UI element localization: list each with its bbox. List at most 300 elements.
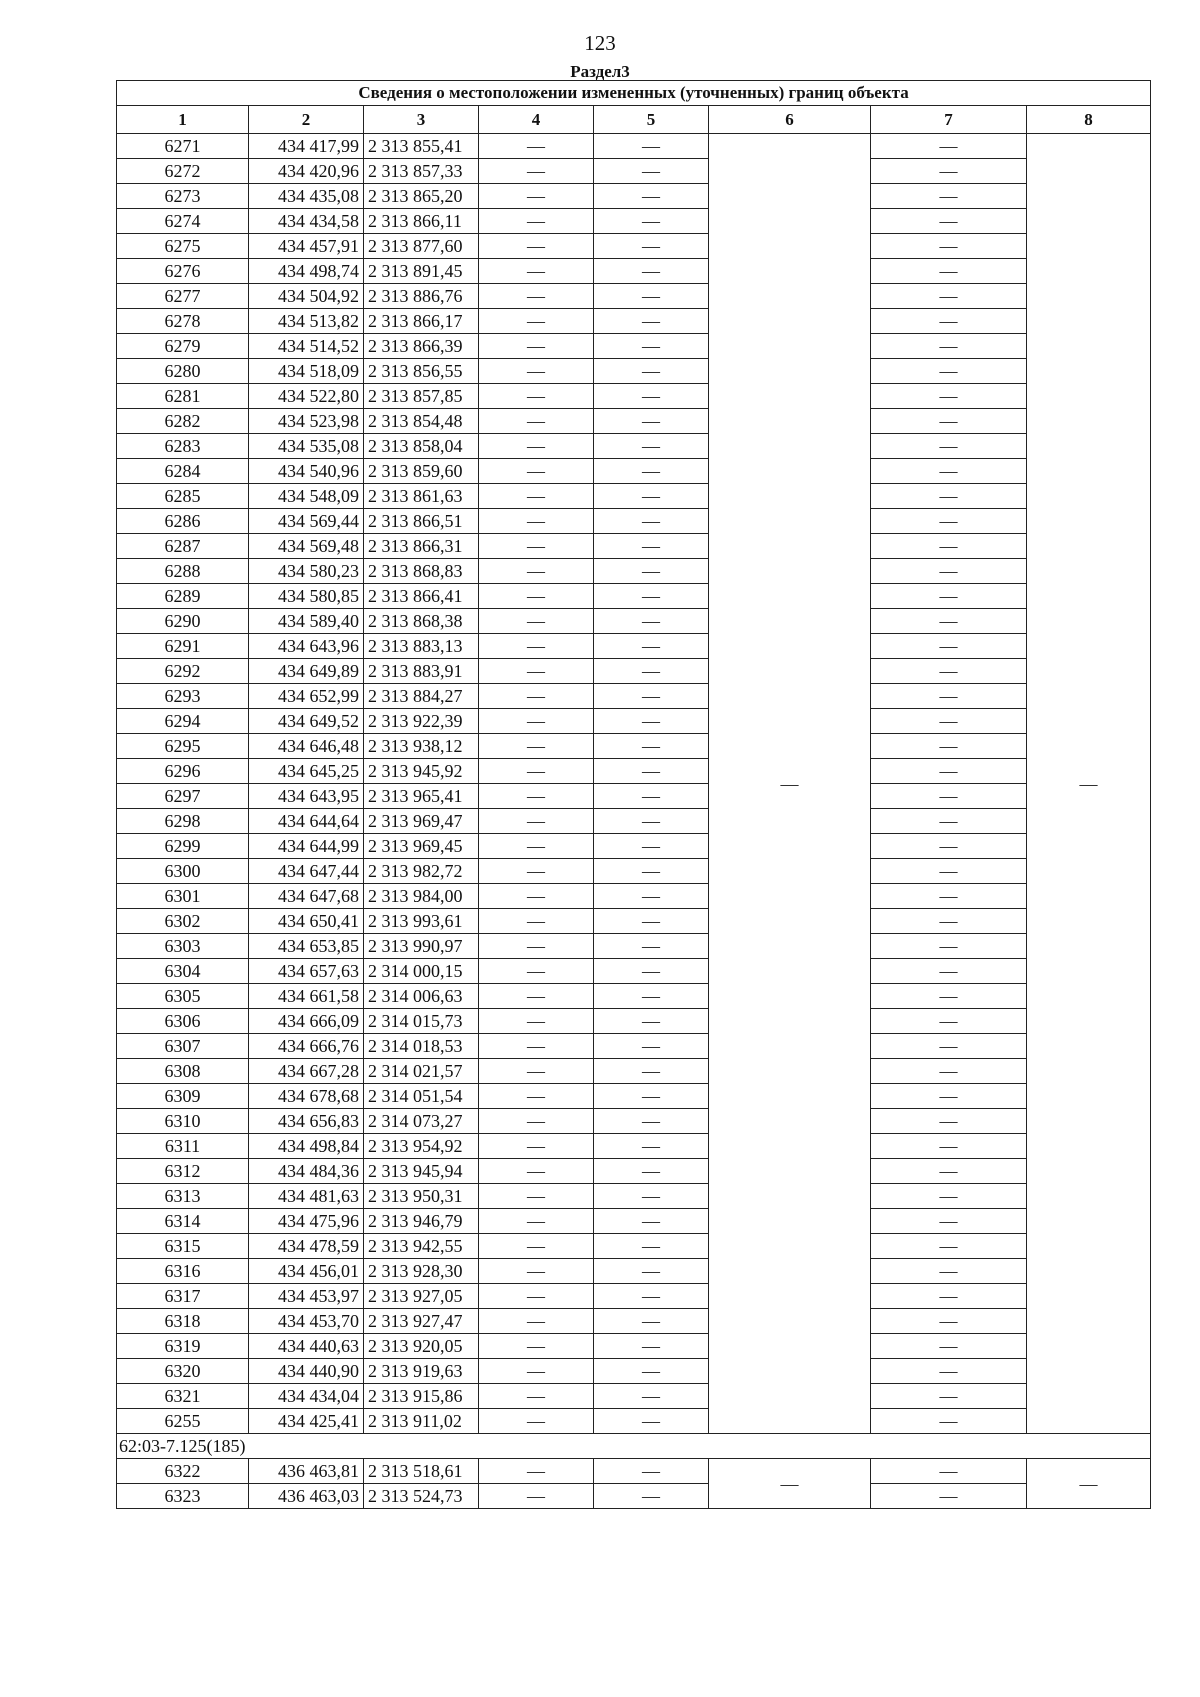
point-number: 6302 (117, 909, 249, 934)
table-row (117, 1209, 1151, 1234)
dash-cell: — (594, 484, 709, 509)
point-number: 6283 (117, 434, 249, 459)
dash-cell: — (594, 1209, 709, 1234)
dash-cell: — (871, 1134, 1027, 1159)
dash-cell: — (594, 659, 709, 684)
point-number: 6255 (117, 1409, 249, 1434)
dash-cell: — (594, 759, 709, 784)
x-coordinate: 434 580,23 (249, 559, 364, 584)
table-row (117, 284, 1151, 309)
point-number: 6298 (117, 809, 249, 834)
dash-cell: — (871, 1159, 1027, 1184)
group-label: 62:03-7.125(185) (117, 1434, 1151, 1459)
table-row (117, 184, 1151, 209)
point-number: 6323 (117, 1484, 249, 1509)
x-coordinate: 434 417,99 (249, 134, 364, 159)
point-number: 6300 (117, 859, 249, 884)
dash-cell: — (479, 884, 594, 909)
table-row (117, 884, 1151, 909)
dash-cell: — (594, 309, 709, 334)
dash-cell: — (479, 1059, 594, 1084)
x-coordinate: 434 649,89 (249, 659, 364, 684)
dash-cell: — (479, 659, 594, 684)
table-row (117, 1084, 1151, 1109)
dash-cell: — (479, 684, 594, 709)
dash-cell: — (871, 759, 1027, 784)
column-number: 7 (871, 106, 1027, 134)
y-coordinate: 2 313 524,73 (364, 1484, 479, 1509)
table-row (117, 734, 1151, 759)
point-number: 6311 (117, 1134, 249, 1159)
y-coordinate: 2 313 891,45 (364, 259, 479, 284)
dash-cell: — (479, 434, 594, 459)
y-coordinate: 2 313 856,55 (364, 359, 479, 384)
point-number: 6315 (117, 1234, 249, 1259)
dash-cell: — (594, 334, 709, 359)
table-row (117, 509, 1151, 534)
table-row (117, 684, 1151, 709)
point-number: 6303 (117, 934, 249, 959)
table-row (117, 1484, 1151, 1509)
point-number: 6274 (117, 209, 249, 234)
table-row (117, 309, 1151, 334)
y-coordinate: 2 313 927,47 (364, 1309, 479, 1334)
point-number: 6280 (117, 359, 249, 384)
point-number: 6291 (117, 634, 249, 659)
y-coordinate: 2 313 920,05 (364, 1334, 479, 1359)
dash-cell: — (479, 1209, 594, 1234)
x-coordinate: 434 589,40 (249, 609, 364, 634)
x-coordinate: 434 580,85 (249, 584, 364, 609)
point-number: 6272 (117, 159, 249, 184)
x-coordinate: 434 434,58 (249, 209, 364, 234)
dash-cell: — (479, 334, 594, 359)
x-coordinate: 434 513,82 (249, 309, 364, 334)
table-row (117, 434, 1151, 459)
y-coordinate: 2 313 954,92 (364, 1134, 479, 1159)
dash-cell: — (479, 1309, 594, 1334)
point-number: 6314 (117, 1209, 249, 1234)
point-number: 6319 (117, 1334, 249, 1359)
table-row (117, 959, 1151, 984)
y-coordinate: 2 313 884,27 (364, 684, 479, 709)
table-row (117, 1134, 1151, 1159)
dash-cell: — (594, 1184, 709, 1209)
x-coordinate: 434 434,04 (249, 1384, 364, 1409)
y-coordinate: 2 314 018,53 (364, 1034, 479, 1059)
dash-cell: — (479, 859, 594, 884)
y-coordinate: 2 313 945,92 (364, 759, 479, 784)
dash-cell: — (594, 1259, 709, 1284)
boundary-coordinates-table (116, 80, 1151, 1509)
y-coordinate: 2 313 950,31 (364, 1184, 479, 1209)
dash-cell: — (871, 134, 1027, 159)
y-coordinate: 2 313 969,45 (364, 834, 479, 859)
point-number: 6293 (117, 684, 249, 709)
x-coordinate: 434 569,44 (249, 509, 364, 534)
dash-cell: — (871, 1059, 1027, 1084)
table-row (117, 334, 1151, 359)
dash-cell: — (594, 134, 709, 159)
x-coordinate: 434 523,98 (249, 409, 364, 434)
x-coordinate: 434 652,99 (249, 684, 364, 709)
y-coordinate: 2 313 865,20 (364, 184, 479, 209)
x-coordinate: 434 646,48 (249, 734, 364, 759)
point-number: 6290 (117, 609, 249, 634)
dash-cell: — (871, 1009, 1027, 1034)
dash-cell: — (479, 1184, 594, 1209)
dash-cell: — (594, 159, 709, 184)
point-number: 6312 (117, 1159, 249, 1184)
point-number: 6317 (117, 1284, 249, 1309)
dash-cell: — (594, 684, 709, 709)
point-number: 6271 (117, 134, 249, 159)
column-number: 8 (1027, 106, 1151, 134)
dash-cell: — (594, 834, 709, 859)
dash-cell: — (871, 709, 1027, 734)
dash-cell: — (594, 259, 709, 284)
dash-cell: — (594, 459, 709, 484)
dash-cell: — (479, 834, 594, 859)
x-coordinate: 434 498,74 (249, 259, 364, 284)
point-number: 6310 (117, 1109, 249, 1134)
dash-cell: — (594, 384, 709, 409)
dash-cell: — (479, 909, 594, 934)
dash-cell: — (479, 759, 594, 784)
y-coordinate: 2 313 984,00 (364, 884, 479, 909)
section-title: Раздел3 (570, 62, 630, 81)
point-number: 6294 (117, 709, 249, 734)
point-number: 6301 (117, 884, 249, 909)
x-coordinate: 434 504,92 (249, 284, 364, 309)
y-coordinate: 2 313 990,97 (364, 934, 479, 959)
dash-cell: — (594, 909, 709, 934)
dash-cell: — (871, 609, 1027, 634)
dash-cell: — (594, 534, 709, 559)
point-number: 6276 (117, 259, 249, 284)
y-coordinate: 2 313 927,05 (364, 1284, 479, 1309)
dash-cell: — (871, 284, 1027, 309)
dash-cell: — (871, 1359, 1027, 1384)
point-number: 6284 (117, 459, 249, 484)
dash-cell: — (479, 184, 594, 209)
dash-cell: — (479, 484, 594, 509)
dash-cell: — (479, 1009, 594, 1034)
dash-cell: — (479, 634, 594, 659)
dash-cell: — (479, 559, 594, 584)
dash-cell: — (594, 959, 709, 984)
x-coordinate: 436 463,81 (249, 1459, 364, 1484)
dash-cell: — (594, 1109, 709, 1134)
dash-cell: — (871, 834, 1027, 859)
y-coordinate: 2 313 866,17 (364, 309, 479, 334)
merged-dash-cell-col8: — (1027, 134, 1151, 1434)
table-row (117, 409, 1151, 434)
dash-cell: — (594, 884, 709, 909)
table-row (117, 1309, 1151, 1334)
dash-cell: — (479, 409, 594, 434)
dash-cell: — (479, 259, 594, 284)
dash-cell: — (594, 1384, 709, 1409)
x-coordinate: 434 548,09 (249, 484, 364, 509)
y-coordinate: 2 313 915,86 (364, 1384, 479, 1409)
dash-cell: — (871, 859, 1027, 884)
dash-cell: — (871, 534, 1027, 559)
dash-cell: — (594, 934, 709, 959)
dash-cell: — (871, 934, 1027, 959)
dash-cell: — (479, 234, 594, 259)
dash-cell: — (479, 209, 594, 234)
dash-cell: — (594, 1159, 709, 1184)
y-coordinate: 2 313 858,04 (364, 434, 479, 459)
point-number: 6320 (117, 1359, 249, 1384)
dash-cell: — (594, 284, 709, 309)
merged-dash-cell-col6: — (709, 134, 871, 1434)
y-coordinate: 2 314 006,63 (364, 984, 479, 1009)
y-coordinate: 2 313 922,39 (364, 709, 479, 734)
x-coordinate: 434 647,68 (249, 884, 364, 909)
dash-cell: — (594, 609, 709, 634)
dash-cell: — (594, 1359, 709, 1384)
x-coordinate: 434 643,96 (249, 634, 364, 659)
dash-cell: — (479, 1234, 594, 1259)
dash-cell: — (871, 734, 1027, 759)
y-coordinate: 2 314 000,15 (364, 959, 479, 984)
dash-cell: — (871, 1084, 1027, 1109)
dash-cell: — (479, 459, 594, 484)
dash-cell: — (594, 1409, 709, 1434)
table-row (117, 1259, 1151, 1284)
table-row (117, 859, 1151, 884)
column-number: 3 (364, 106, 479, 134)
dash-cell: — (871, 1034, 1027, 1059)
dash-cell: — (479, 784, 594, 809)
x-coordinate: 434 453,97 (249, 1284, 364, 1309)
x-coordinate: 434 481,63 (249, 1184, 364, 1209)
dash-cell: — (479, 1159, 594, 1184)
y-coordinate: 2 313 883,91 (364, 659, 479, 684)
point-number: 6287 (117, 534, 249, 559)
table-row (117, 209, 1151, 234)
y-coordinate: 2 313 946,79 (364, 1209, 479, 1234)
dash-cell: — (479, 1259, 594, 1284)
dash-cell: — (871, 634, 1027, 659)
table-row (117, 159, 1151, 184)
point-number: 6322 (117, 1459, 249, 1484)
page-number: 123 (584, 31, 616, 55)
dash-cell: — (871, 509, 1027, 534)
dash-cell: — (479, 509, 594, 534)
dash-cell: — (594, 784, 709, 809)
y-coordinate: 2 313 942,55 (364, 1234, 479, 1259)
table-title: Сведения о местоположении измененных (уточненных) границ объекта (117, 81, 1151, 106)
dash-cell: — (479, 709, 594, 734)
dash-cell: — (594, 1234, 709, 1259)
dash-cell: — (871, 1384, 1027, 1409)
dash-cell: — (479, 1409, 594, 1434)
point-number: 6299 (117, 834, 249, 859)
y-coordinate: 2 313 945,94 (364, 1159, 479, 1184)
y-coordinate: 2 313 969,47 (364, 809, 479, 834)
dash-cell: — (594, 1134, 709, 1159)
x-coordinate: 434 643,95 (249, 784, 364, 809)
x-coordinate: 434 514,52 (249, 334, 364, 359)
dash-cell: — (871, 234, 1027, 259)
x-coordinate: 434 667,28 (249, 1059, 364, 1084)
table-row (117, 359, 1151, 384)
x-coordinate: 434 435,08 (249, 184, 364, 209)
dash-cell: — (871, 584, 1027, 609)
dash-cell: — (479, 534, 594, 559)
y-coordinate: 2 313 883,13 (364, 634, 479, 659)
x-coordinate: 434 657,63 (249, 959, 364, 984)
dash-cell: — (594, 359, 709, 384)
dash-cell: — (479, 1134, 594, 1159)
x-coordinate: 434 535,08 (249, 434, 364, 459)
dash-cell: — (479, 309, 594, 334)
y-coordinate: 2 313 518,61 (364, 1459, 479, 1484)
table-row (117, 784, 1151, 809)
y-coordinate: 2 313 866,11 (364, 209, 479, 234)
dash-cell: — (479, 959, 594, 984)
dash-cell: — (479, 809, 594, 834)
y-coordinate: 2 314 051,54 (364, 1084, 479, 1109)
column-number: 5 (594, 106, 709, 134)
merged-dash-cell-col6: — (709, 1459, 871, 1509)
x-coordinate: 434 661,58 (249, 984, 364, 1009)
x-coordinate: 434 498,84 (249, 1134, 364, 1159)
point-number: 6304 (117, 959, 249, 984)
point-number: 6277 (117, 284, 249, 309)
dash-cell: — (871, 259, 1027, 284)
block1-body (117, 134, 1151, 1434)
dash-cell: — (479, 609, 594, 634)
table-row (117, 609, 1151, 634)
dash-cell: — (871, 959, 1027, 984)
x-coordinate: 436 463,03 (249, 1484, 364, 1509)
dash-cell: — (594, 1484, 709, 1509)
dash-cell: — (594, 209, 709, 234)
dash-cell: — (871, 309, 1027, 334)
x-coordinate: 434 650,41 (249, 909, 364, 934)
group-row (117, 1434, 1151, 1459)
table-row (117, 259, 1151, 284)
x-coordinate: 434 453,70 (249, 1309, 364, 1334)
dash-cell: — (479, 1359, 594, 1384)
table-row (117, 1034, 1151, 1059)
point-number: 6275 (117, 234, 249, 259)
table-row (117, 984, 1151, 1009)
y-coordinate: 2 313 866,31 (364, 534, 479, 559)
y-coordinate: 2 313 982,72 (364, 859, 479, 884)
dash-cell: — (871, 884, 1027, 909)
x-coordinate: 434 518,09 (249, 359, 364, 384)
point-number: 6288 (117, 559, 249, 584)
x-coordinate: 434 425,41 (249, 1409, 364, 1434)
point-number: 6313 (117, 1184, 249, 1209)
table-row (117, 709, 1151, 734)
table-row (117, 1459, 1151, 1484)
table-row (117, 934, 1151, 959)
table-row (117, 909, 1151, 934)
dash-cell: — (594, 1284, 709, 1309)
table-row (117, 134, 1151, 159)
y-coordinate: 2 313 938,12 (364, 734, 479, 759)
x-coordinate: 434 540,96 (249, 459, 364, 484)
y-coordinate: 2 313 868,83 (364, 559, 479, 584)
dash-cell: — (594, 734, 709, 759)
y-coordinate: 2 314 021,57 (364, 1059, 479, 1084)
dash-cell: — (479, 159, 594, 184)
table-row (117, 1009, 1151, 1034)
dash-cell: — (479, 1334, 594, 1359)
dash-cell: — (871, 909, 1027, 934)
dash-cell: — (871, 334, 1027, 359)
point-number: 6292 (117, 659, 249, 684)
dash-cell: — (871, 359, 1027, 384)
x-coordinate: 434 656,83 (249, 1109, 364, 1134)
y-coordinate: 2 314 015,73 (364, 1009, 479, 1034)
point-number: 6316 (117, 1259, 249, 1284)
point-number: 6309 (117, 1084, 249, 1109)
dash-cell: — (871, 209, 1027, 234)
point-number: 6296 (117, 759, 249, 784)
column-number-row (117, 106, 1151, 134)
point-number: 6307 (117, 1034, 249, 1059)
table-row (117, 634, 1151, 659)
x-coordinate: 434 457,91 (249, 234, 364, 259)
dash-cell: — (594, 509, 709, 534)
y-coordinate: 2 313 866,41 (364, 584, 479, 609)
dash-cell: — (594, 1334, 709, 1359)
y-coordinate: 2 313 866,51 (364, 509, 479, 534)
table-row (117, 534, 1151, 559)
point-number: 6278 (117, 309, 249, 334)
dash-cell: — (594, 1459, 709, 1484)
x-coordinate: 434 522,80 (249, 384, 364, 409)
x-coordinate: 434 484,36 (249, 1159, 364, 1184)
table-row (117, 484, 1151, 509)
dash-cell: — (594, 859, 709, 884)
dash-cell: — (594, 984, 709, 1009)
dash-cell: — (479, 1459, 594, 1484)
table-row (117, 1159, 1151, 1184)
x-coordinate: 434 645,25 (249, 759, 364, 784)
dash-cell: — (594, 634, 709, 659)
dash-cell: — (871, 1309, 1027, 1334)
x-coordinate: 434 653,85 (249, 934, 364, 959)
table-row (117, 384, 1151, 409)
dash-cell: — (479, 1484, 594, 1509)
y-coordinate: 2 313 866,39 (364, 334, 479, 359)
y-coordinate: 2 313 886,76 (364, 284, 479, 309)
dash-cell: — (871, 1459, 1027, 1484)
dash-cell: — (479, 934, 594, 959)
x-coordinate: 434 440,90 (249, 1359, 364, 1384)
y-coordinate: 2 313 855,41 (364, 134, 479, 159)
table-row (117, 1184, 1151, 1209)
dash-cell: — (479, 984, 594, 1009)
point-number: 6308 (117, 1059, 249, 1084)
point-number: 6306 (117, 1009, 249, 1034)
dash-cell: — (594, 1059, 709, 1084)
dash-cell: — (871, 1334, 1027, 1359)
x-coordinate: 434 649,52 (249, 709, 364, 734)
y-coordinate: 2 313 857,85 (364, 384, 479, 409)
point-number: 6305 (117, 984, 249, 1009)
dash-cell: — (871, 684, 1027, 709)
dash-cell: — (594, 809, 709, 834)
